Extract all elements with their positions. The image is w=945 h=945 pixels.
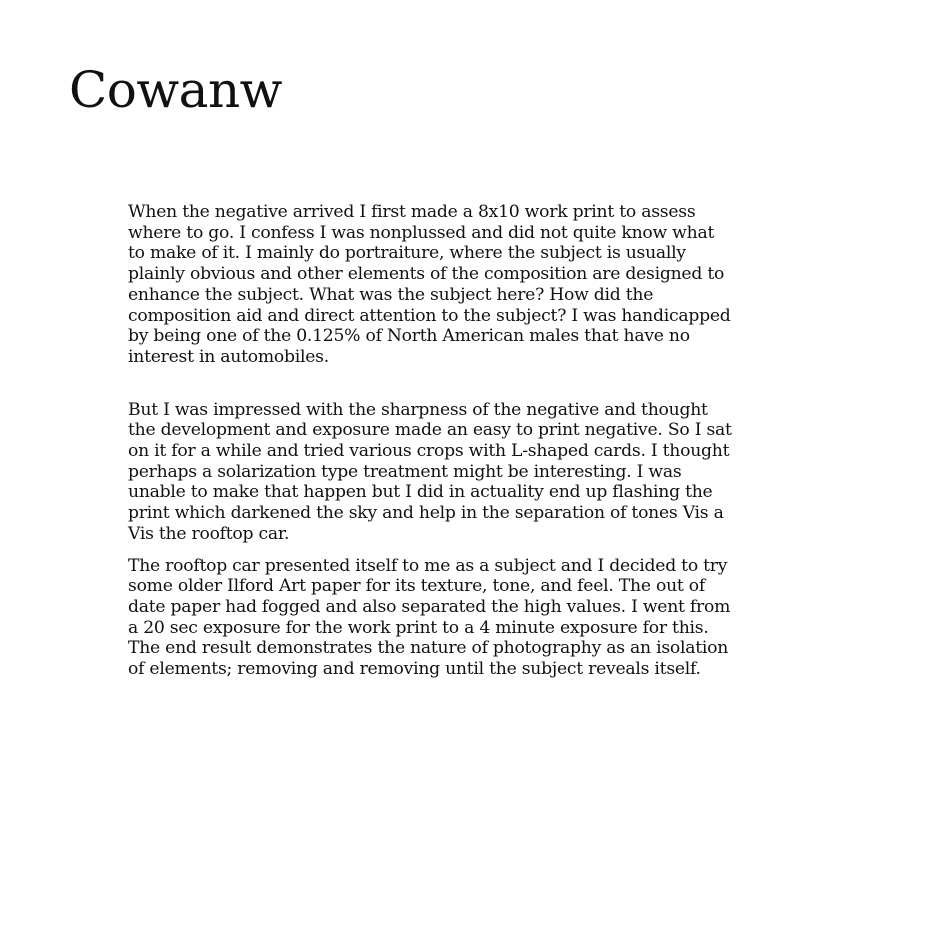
body-text <box>128 202 778 680</box>
page-title: Cowanw <box>69 61 282 119</box>
paragraph-1: When the negative arrived I first made a 8x10 work print to assess where to go. I confess I was nonplussed and did not quite know what to make of it. I mainly do portraiture, where the subject is usually plainly obvious and other elements of the composition are designed to enhance the subject. What was the subject here? How did the composition aid and direct attention to the subject? I was handicapped by being one of the 0.125% of North American males that have no interest in automobiles. <box>128 202 731 367</box>
paragraph-3: The rooftop car presented itself to me as a subject and I decided to try some older Ilford Art paper for its texture, tone, and feel. The out of date paper had fogged and also separated the high values. I went from a 20 sec exposure for the work print to a 4 minute exposure for this. The end result demonstrates the nature of photography as an isolation of elements; removing and removing until the subject reveals itself. <box>128 555 731 680</box>
paragraph-2: But I was impressed with the sharpness of the negative and thought the development and exposure made an easy to print negative. So I sat on it for a while and tried various crops with L-shaped cards. I thought perhaps a solarization type treatment might be interesting. I was unable to make that happen but I did in actuality end up flashing the print which darkened the sky and help in the separation of tones Vis a Vis the rooftop car. <box>128 399 732 544</box>
